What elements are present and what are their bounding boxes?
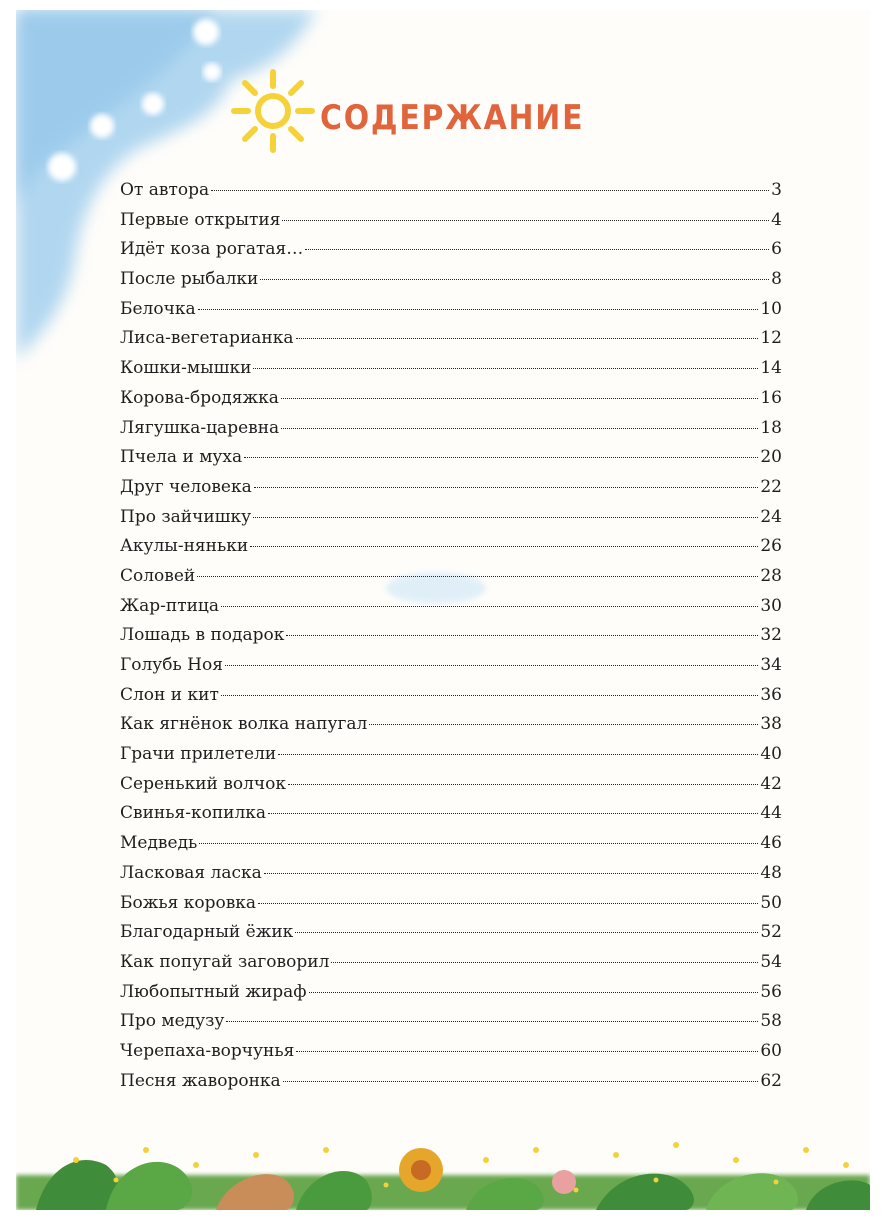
toc-entry (120, 1007, 782, 1037)
toc-entry-title: Черепаха-ворчунья (120, 1040, 295, 1061)
dot-leader (264, 873, 759, 874)
toc-entry (120, 948, 782, 978)
toc-entry-page-number: 26 (760, 536, 782, 557)
toc-entry-page-number: 32 (760, 625, 782, 646)
dot-leader (278, 754, 758, 755)
toc-entry (120, 829, 782, 859)
toc-entry (120, 324, 782, 354)
dot-leader (199, 843, 758, 844)
toc-entry-page-number: 52 (760, 922, 782, 943)
toc-entry-page-number: 54 (760, 951, 782, 972)
toc-entry-title: Идёт коза рогатая… (120, 239, 304, 260)
sun-icon (228, 66, 318, 156)
toc-entry (120, 443, 782, 473)
toc-entry-page-number: 8 (771, 269, 782, 290)
toc-entry-page-number: 22 (760, 476, 782, 497)
dot-leader (283, 1081, 759, 1082)
dot-leader (295, 932, 758, 933)
toc-entry-title: Грачи прилетели (120, 744, 277, 765)
toc-entry (120, 770, 782, 800)
dot-leader (221, 606, 758, 607)
toc-entry (120, 532, 782, 562)
toc-entry (120, 740, 782, 770)
dot-leader (268, 813, 758, 814)
toc-entry-title: Благодарный ёжик (120, 922, 294, 943)
toc-entry-title: Лиса-вегетарианка (120, 328, 294, 349)
toc-entry-page-number: 4 (771, 209, 782, 230)
page-title: СОДЕРЖАНИЕ (320, 98, 585, 138)
toc-entry-page-number: 12 (760, 328, 782, 349)
toc-entry-title: Как попугай заговорил (120, 951, 330, 972)
toc-entry-title: От автора (120, 180, 210, 200)
toc-entry-page-number: 16 (760, 387, 782, 408)
toc-entry (120, 889, 782, 919)
toc-entry-page-number: 24 (760, 506, 782, 527)
dot-leader (286, 635, 758, 636)
dot-leader (331, 962, 758, 963)
dot-leader (253, 517, 758, 518)
dot-leader (258, 903, 758, 904)
toc-entry-title: Пчела и муха (120, 447, 243, 468)
toc-entry-page-number: 6 (771, 239, 782, 260)
toc-entry-title: Божья коровка (120, 892, 257, 913)
toc-entry (120, 265, 782, 295)
toc-entry (120, 592, 782, 622)
dot-leader (281, 398, 758, 399)
toc-entry (120, 978, 782, 1008)
toc-entry-title: Лягушка-царевна (120, 417, 280, 438)
dot-leader (197, 576, 758, 577)
dot-leader (288, 784, 758, 785)
toc-entry-title: Про зайчишку (120, 506, 252, 527)
toc-entry (120, 918, 782, 948)
toc-entry (120, 1037, 782, 1067)
dot-leader (281, 428, 758, 429)
toc-entry-page-number: 56 (760, 981, 782, 1002)
toc-entry-page-number: 60 (760, 1040, 782, 1061)
toc-entry-page-number: 20 (760, 447, 782, 468)
toc-entry (120, 651, 782, 681)
toc-entry-page-number: 36 (760, 684, 782, 705)
dot-leader (253, 368, 758, 369)
toc-entry-page-number: 3 (771, 180, 782, 200)
toc-entry-title: Корова-бродяжка (120, 387, 279, 408)
flower-meadow-illustration (16, 1120, 870, 1210)
toc-entry-page-number: 40 (760, 744, 782, 765)
toc-entry-page-number: 10 (760, 298, 782, 319)
toc-entry-page-number: 48 (760, 862, 782, 883)
toc-entry-page-number: 18 (760, 417, 782, 438)
toc-entry-title: Серенький волчок (120, 773, 286, 794)
toc-entry-page-number: 14 (760, 358, 782, 379)
dot-leader (221, 695, 758, 696)
toc-entry (120, 710, 782, 740)
toc-entry-page-number: 58 (760, 1011, 782, 1032)
dot-leader (250, 546, 758, 547)
toc-entry-title: Любопытный жираф (120, 981, 307, 1002)
toc-entry (120, 799, 782, 829)
toc-entry-title: Свинья-копилка (120, 803, 267, 824)
toc-entry-page-number: 44 (760, 803, 782, 824)
toc-entry (120, 473, 782, 503)
toc-entry-page-number: 42 (760, 773, 782, 794)
dot-leader (369, 724, 758, 725)
toc-entry-page-number: 50 (760, 892, 782, 913)
dot-leader (282, 220, 769, 221)
toc-entry (120, 384, 782, 414)
toc-entry-title: Медведь (120, 833, 198, 854)
dot-leader (260, 279, 769, 280)
toc-entry-title: Первые открытия (120, 209, 281, 230)
toc-entry (120, 859, 782, 889)
toc-entry-page-number: 38 (760, 714, 782, 735)
toc-entry-title: Жар-птица (120, 595, 219, 616)
toc-entry-page-number: 28 (760, 565, 782, 586)
toc-entry-page-number: 46 (760, 833, 782, 854)
toc-entry-title: Голубь Ноя (120, 655, 223, 675)
toc-entry-title: После рыбалки (120, 269, 259, 290)
toc-entry (120, 681, 782, 711)
toc-entry-title: Как ягнёнок волка напугал (120, 714, 368, 735)
dot-leader (296, 1051, 758, 1052)
toc-entry (120, 562, 782, 592)
dot-leader (198, 309, 759, 310)
toc-entry-title: Акулы-няньки (120, 536, 249, 557)
dot-leader (305, 249, 769, 250)
toc-entry (120, 621, 782, 651)
dot-leader (254, 487, 759, 488)
toc-entry (120, 1067, 782, 1097)
dot-leader (225, 665, 758, 666)
toc-entry-page-number: 34 (760, 655, 782, 675)
toc-entry-title: Слон и кит (120, 684, 219, 705)
toc-entry-page-number: 30 (760, 595, 782, 616)
toc-entry-title: Друг человека (120, 476, 252, 497)
dot-leader (211, 190, 769, 191)
book-page (16, 10, 870, 1210)
toc-entry-page-number: 62 (760, 1070, 782, 1091)
toc-entry-title: Про медузу (120, 1011, 225, 1032)
toc-entry (120, 503, 782, 533)
toc-entry-title: Ласковая ласка (120, 862, 262, 883)
toc-entry (120, 206, 782, 236)
dot-leader (244, 457, 758, 458)
toc-entry (120, 235, 782, 265)
dot-leader (226, 1021, 758, 1022)
toc-entry (120, 414, 782, 444)
toc-entry-title: Песня жаворонка (120, 1070, 281, 1091)
toc-entry-title: Лошадь в подарок (120, 625, 285, 646)
toc-entry (120, 354, 782, 384)
table-of-contents (120, 176, 782, 1096)
toc-entry (120, 295, 782, 325)
dot-leader (309, 992, 759, 993)
toc-entry-title: Соловей (120, 565, 196, 586)
dot-leader (296, 338, 759, 339)
toc-entry (120, 176, 782, 206)
toc-entry-title: Кошки-мышки (120, 358, 252, 379)
toc-entry-title: Белочка (120, 298, 196, 319)
